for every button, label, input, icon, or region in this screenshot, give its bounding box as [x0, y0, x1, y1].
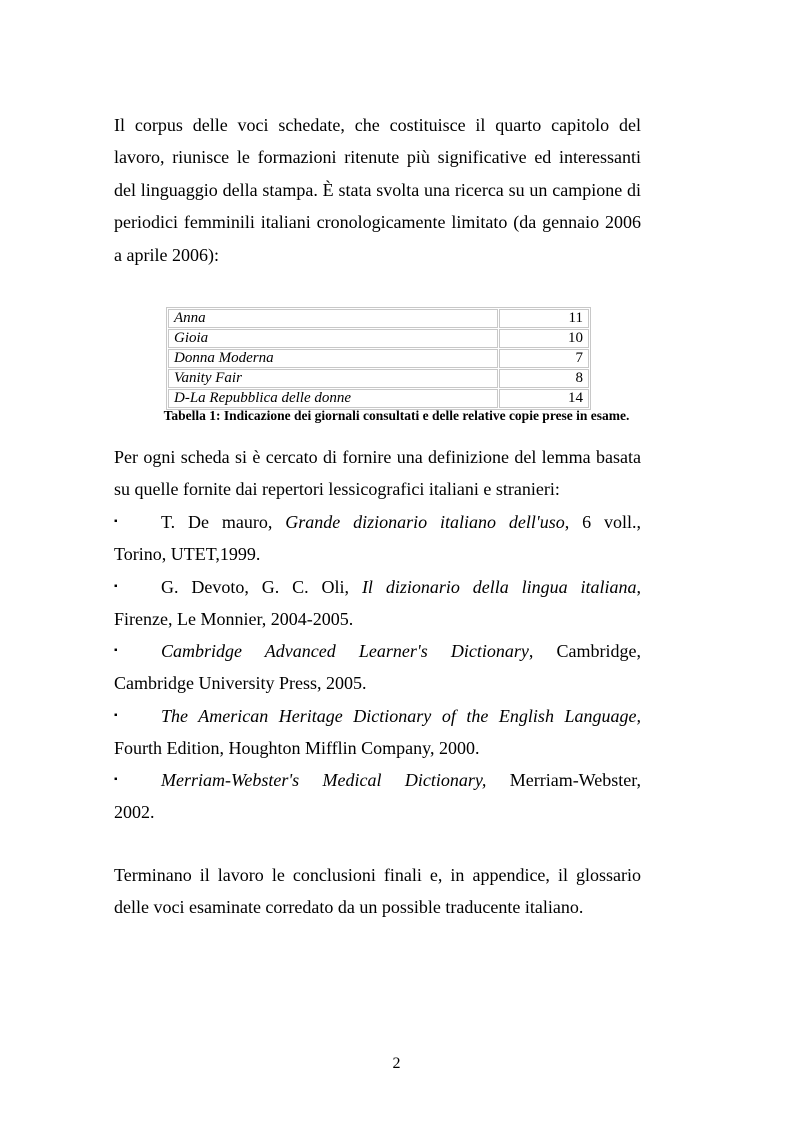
- bib-tail: , Cambridge,: [528, 641, 641, 661]
- table-row: [168, 329, 589, 348]
- copies-count: 11: [499, 309, 589, 328]
- bullet-icon: ▪: [114, 581, 118, 592]
- bib-title: Merriam-Webster's Medical Dictionary,: [161, 770, 487, 790]
- bibliography-item: [114, 700, 641, 765]
- periodical-name: Donna Moderna: [168, 349, 498, 368]
- periodical-name: D-La Repubblica delle donne: [168, 389, 498, 408]
- periodical-name: Vanity Fair: [168, 369, 498, 388]
- bibliography-item: [114, 571, 641, 636]
- bib-continuation: Cambridge University Press, 2005.: [114, 673, 367, 694]
- bib-lead: G. Devoto, G. C. Oli,: [161, 577, 362, 597]
- bullet-icon: ▪: [114, 774, 118, 785]
- bib-tail: , 6 voll.,: [564, 512, 641, 532]
- bibliography-item: [114, 635, 641, 700]
- table-row: [168, 369, 589, 388]
- periodical-name: Gioia: [168, 329, 498, 348]
- bib-tail: ,: [636, 577, 641, 597]
- bibliography-item: [114, 764, 641, 829]
- periodical-name: Anna: [168, 309, 498, 328]
- bib-continuation: Firenze, Le Monnier, 2004-2005.: [114, 609, 354, 630]
- copies-count: 7: [499, 349, 589, 368]
- page-number: 2: [392, 1055, 401, 1072]
- table-row: [168, 309, 589, 328]
- copies-count: 8: [499, 369, 589, 388]
- bib-title: Cambridge Advanced Learner's Dictionary: [161, 641, 529, 661]
- closing-paragraph: Terminano il lavoro le conclusioni finali e, in appendice, il glossario delle voci esaminate corredato da un possible traducente italiano.: [114, 865, 641, 918]
- bib-title: Il dizionario della lingua italiana: [361, 577, 637, 597]
- sources-paragraph: Per ogni scheda si è cercato di fornire una definizione del lemma basata su quelle fornite dai repertori lessicografici italiani e stranieri:: [114, 447, 641, 500]
- table-row: [168, 349, 589, 368]
- bullet-icon: ▪: [114, 516, 118, 527]
- intro-paragraph: Il corpus delle voci schedate, che costituisce il quarto capitolo del lavoro, riunisce le formazioni ritenute più significative ed interessanti del linguaggio della stampa. È stata svolta una ricerca su un campione di periodici femminili italiani cronologicamente limitato (da gennaio 2006 a aprile 2006):: [114, 115, 641, 265]
- bibliography-item: [114, 506, 641, 571]
- bib-continuation: Torino, UTET,1999.: [114, 544, 261, 565]
- copies-count: 10: [499, 329, 589, 348]
- bib-continuation: 2002.: [114, 802, 155, 823]
- table-caption: Tabella 1: Indicazione dei giornali consultati e delle relative copie prese in esame.: [163, 408, 630, 423]
- table-row: [168, 389, 589, 408]
- bib-title: The American Heritage Dictionary of the English Language,: [161, 706, 641, 726]
- bib-continuation: Fourth Edition, Houghton Mifflin Company, 2000.: [114, 738, 480, 759]
- copies-count: 14: [499, 389, 589, 408]
- bib-tail: Merriam-Webster,: [486, 770, 641, 790]
- bullet-icon: ▪: [114, 710, 118, 721]
- bib-title: Grande dizionario italiano dell'uso: [285, 512, 565, 532]
- bullet-icon: ▪: [114, 645, 118, 656]
- periodicals-table: [166, 307, 591, 410]
- bib-lead: T. De mauro,: [161, 512, 286, 532]
